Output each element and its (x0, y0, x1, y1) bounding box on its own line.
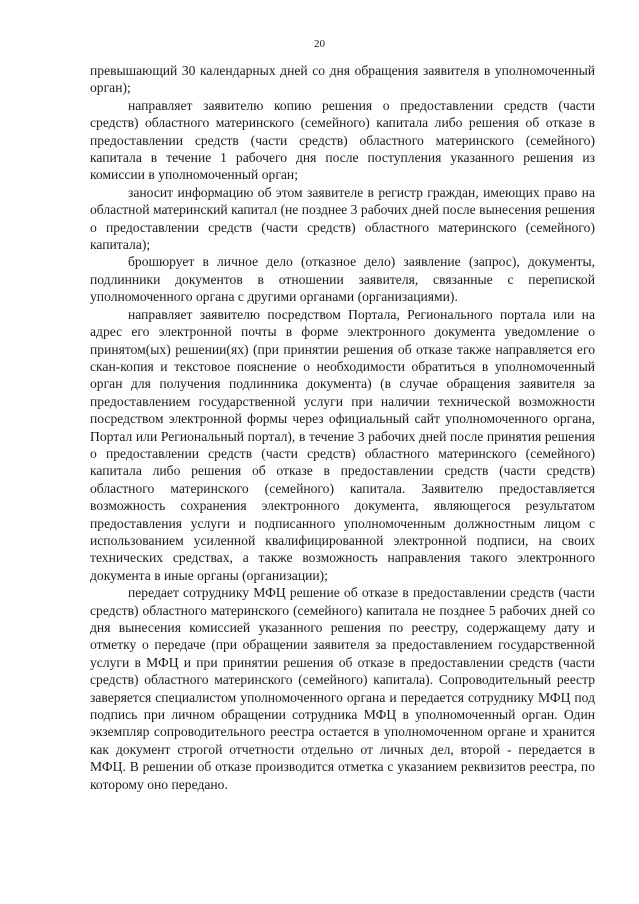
paragraph-6: передает сотруднику МФЦ решение об отказе в предоставлении средств (части средств) областного материнского (семейного) капитала не позднее 5 рабочих дней со дня вынесения комиссией указанного решения по реестру, содержащему дату и отметку о передаче (при обращении заявителя за предоставлением государственной услуги в МФЦ и при принятии решения об отказе в предоставлении средств (части средств) областного материнского (семейного) капитала). Сопроводительный реестр заверяется специалистом уполномоченного органа и передается сотруднику МФЦ под подпись при личном обращении сотрудника МФЦ в уполномоченный орган. Один экземпляр сопроводительного реестра остается в уполномоченном органе и хранится как документ строгой отчетности отдельно от личных дел, второй - передается в МФЦ. В решении об отказе производится отметка с указанием реквизитов реестра, по которому оно передано. (90, 585, 595, 792)
paragraph-5: направляет заявителю посредством Портала, Регионального портала или на адрес его электронной почты в форме электронного документа уведомление о принятом(ых) решении(ях) (при принятии решения об отказе также направляется его скан-копия и текстовое пояснение о необходимости обратиться в уполномоченный орган для получения подлинника документа) (в случае обращения заявителя за предоставлением государственной услуги при наличии технической возможности посредством электронной формы через официальный сайт уполномоченного органа, Портал или Региональный портал), в течение 3 рабочих дней после принятия решения о предоставлении средств (части средств) областного материнского (семейного) капитала либо решения об отказе в предоставлении средств (части средств) областного материнского (семейного) капитала. Заявителю предоставляется возможность сохранения электронного документа, являющегося результатом предоставления услуги и подписанного уполномоченным должностным лицом с использованием усиленной квалифицированной электронной подписи, на своих технических средствах, а также возможность направления такого электронного документа в иные органы (организации); (90, 306, 595, 583)
paragraph-4: брошюрует в личное дело (отказное дело) заявление (запрос), документы, подлинники документов в отношении заявителя, связанные с перепиской уполномоченного органа с другими органами (организациями). (90, 254, 595, 305)
paragraph-3: заносит информацию об этом заявителе в регистр граждан, имеющих право на областной материнский капитал (не позднее 3 рабочих дней после вынесения решения о предоставлении средств (части средств) областного материнского (семейного) капитала); (90, 184, 595, 253)
paragraph-2: направляет заявителю копию решения о предоставлении средств (части средств) областного материнского (семейного) капитала либо решения об отказе в предоставлении средств (части средств) областного материнского (семейного) капитала в течение 1 рабочего дня после поступления указанного решения из комиссии в уполномоченный орган; (90, 97, 595, 183)
document-body (90, 62, 595, 793)
paragraph-1: превышающий 30 календарных дней со дня обращения заявителя в уполномоченный орган); (90, 63, 595, 96)
page-number: 20 (314, 38, 325, 50)
